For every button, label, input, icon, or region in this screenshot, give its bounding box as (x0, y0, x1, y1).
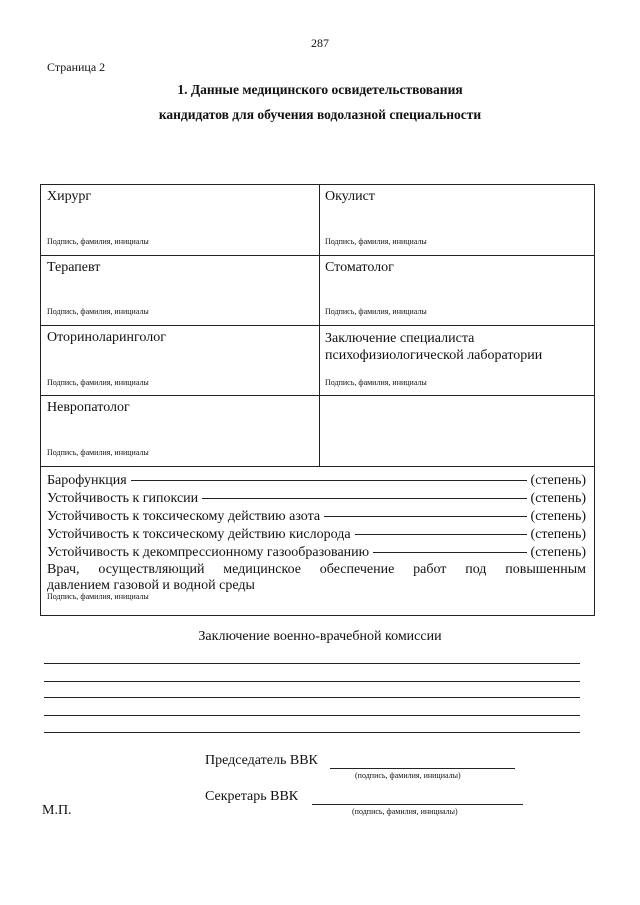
cell-therapist[interactable] (41, 256, 319, 325)
document-title-line-1: 1. Данные медицинского освидетельствования (177, 82, 463, 97)
cell-dentist-title: Стоматолог (325, 260, 394, 275)
cell-psych-title-line-1: Заключение специалиста (325, 331, 475, 346)
cell-surgeon-title: Хирург (47, 189, 92, 204)
fill-line[interactable] (324, 516, 526, 517)
commission-line[interactable] (44, 663, 580, 664)
cell-oculist[interactable] (320, 185, 594, 255)
cell-dentist[interactable] (320, 256, 594, 325)
test-unit: (степень) (530, 509, 586, 524)
stamp-label: М.П. (42, 803, 72, 818)
medical-exam-table (40, 184, 595, 616)
test-row-oxygen[interactable] (47, 526, 586, 543)
signature-caption: Подпись, фамилия, инициалы (47, 378, 149, 387)
secretary-label: Секретарь ВВК (205, 789, 299, 804)
test-label: Устойчивость к токсическому действию азота (47, 509, 321, 524)
secretary-signature-caption: (подпись, фамилия, инициалы) (352, 807, 458, 816)
fill-line[interactable] (355, 534, 527, 535)
test-unit: (степень) (530, 473, 586, 488)
commission-line[interactable] (44, 697, 580, 698)
commission-line[interactable] (44, 732, 580, 733)
test-row-decompression[interactable] (47, 544, 586, 561)
signature-caption: Подпись, фамилия, инициалы (325, 237, 427, 246)
cell-psych-title-line-2: психофизиологической лаборатории (325, 348, 543, 363)
signature-caption: Подпись, фамилия, инициалы (325, 378, 427, 387)
cell-surgeon[interactable] (41, 185, 319, 255)
document-title-line-2: кандидатов для обучения водолазной специальности (158, 107, 482, 122)
commission-line[interactable] (44, 681, 580, 682)
doctor-text-line-2: давлением газовой и водной среды (47, 578, 255, 593)
test-unit: (степень) (530, 545, 586, 560)
test-label: Устойчивость к декомпрессионному газообразованию (47, 545, 370, 560)
test-label: Устойчивость к гипоксии (47, 491, 199, 506)
test-unit: (степень) (530, 491, 586, 506)
fill-line[interactable] (202, 498, 526, 499)
chairman-signature-line[interactable] (330, 768, 515, 769)
test-row-hypoxia[interactable] (47, 490, 586, 507)
test-row-barofunction[interactable] (47, 472, 586, 489)
signature-caption: Подпись, фамилия, инициалы (47, 307, 149, 316)
test-label: Устойчивость к токсическому действию кислорода (47, 527, 351, 542)
signature-caption: Подпись, фамилия, инициалы (47, 592, 149, 601)
chairman-label: Председатель ВВК (205, 753, 318, 768)
cell-neurologist[interactable] (41, 396, 319, 466)
secretary-signature-line[interactable] (312, 804, 523, 805)
signature-caption: Подпись, фамилия, инициалы (47, 237, 149, 246)
cell-ent[interactable] (41, 326, 319, 395)
fill-line[interactable] (373, 552, 526, 553)
table-row-divider (41, 466, 594, 467)
cell-ent-title: Оториноларинголог (47, 330, 166, 345)
cell-empty[interactable] (320, 396, 594, 466)
page-label: Страница 2 (47, 60, 106, 74)
cell-psychophysiology[interactable] (320, 326, 594, 395)
commission-line[interactable] (44, 715, 580, 716)
commission-title: Заключение военно-врачебной комиссии (198, 629, 442, 644)
page-number: 287 (311, 36, 329, 50)
test-row-nitrogen[interactable] (47, 508, 586, 525)
chairman-signature-caption: (подпись, фамилия, инициалы) (355, 771, 461, 780)
doctor-text-line-1: Врач, осуществляющий медицинское обеспечение работ под повышенным (47, 562, 586, 577)
signature-caption: Подпись, фамилия, инициалы (47, 448, 149, 457)
fill-line[interactable] (131, 480, 527, 481)
signature-caption: Подпись, фамилия, инициалы (325, 307, 427, 316)
cell-oculist-title: Окулист (325, 189, 375, 204)
cell-therapist-title: Терапевт (47, 260, 101, 275)
test-unit: (степень) (530, 527, 586, 542)
cell-neurologist-title: Невропатолог (47, 400, 130, 415)
test-label: Барофункция (47, 473, 127, 488)
